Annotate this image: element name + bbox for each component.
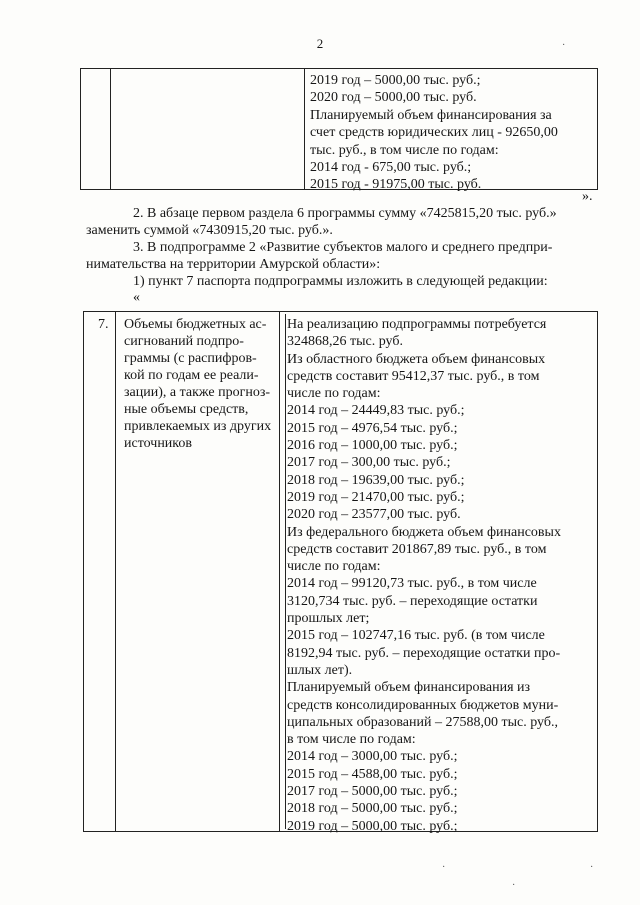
continuation-table-text	[310, 72, 558, 194]
scan-speck: ·	[512, 880, 516, 891]
paragraph-line: 2. В абзаце первом раздела 6 программы сумму «7425815,20 тыс. руб.»	[133, 206, 557, 221]
content-line: 8192,94 тыс. руб. – переходящие остатки про-	[287, 645, 561, 661]
label-line: привлекаемых из других	[124, 419, 272, 434]
opening-quote: «	[133, 290, 140, 305]
page-number: 2	[316, 36, 324, 51]
row-content	[287, 316, 561, 835]
content-line: 2017 год – 5000,00 тыс. руб.;	[287, 784, 458, 800]
content-line: числе по годам:	[287, 386, 381, 402]
content-line: 324868,26 тыс. руб.	[287, 334, 403, 350]
content-line: 2015 год – 4588,00 тыс. руб.;	[287, 766, 458, 782]
content-line: 2014 год – 3000,00 тыс. руб.;	[287, 749, 458, 765]
table-line: тыс. руб., в том числе по годам:	[310, 142, 499, 158]
label-line: кой по годам ее реали-	[124, 368, 259, 383]
table-line: 2015 год - 91975,00 тыс. руб.	[310, 177, 482, 193]
table-column-divider	[304, 69, 305, 189]
content-line: прошлых лет;	[287, 611, 370, 627]
content-line: 2018 год – 19639,00 тыс. руб.;	[287, 472, 465, 488]
content-line: 2019 год – 21470,00 тыс. руб.;	[287, 489, 465, 505]
label-line: граммы (с распифров-	[124, 351, 257, 366]
table-line: 2020 год – 5000,00 тыс. руб.	[310, 90, 477, 106]
content-line: 2020 год – 23577,00 тыс. руб.	[287, 507, 461, 523]
table-column-divider	[279, 312, 280, 831]
content-line: На реализацию подпрограммы потребуется	[287, 317, 547, 332]
scan-speck: ·	[442, 862, 446, 873]
paragraph-line: заменить суммой «7430915,20 тыс. руб.».	[86, 223, 333, 238]
content-line: 3120,734 тыс. руб. – переходящие остатки	[287, 593, 538, 609]
table-line: счет средств юридических лиц - 92650,00	[310, 125, 558, 141]
label-line: Объемы бюджетных ас-	[124, 317, 267, 332]
scan-speck: ·	[562, 40, 566, 51]
content-line: ципальных образований – 27588,00 тыс. руб.,	[287, 714, 558, 730]
paragraph-line: 1) пункт 7 паспорта подпрограммы изложить в следующей редакции:	[133, 274, 548, 289]
content-line: шлых лет).	[287, 662, 353, 678]
content-line: Из федерального бюджета объем финансовых	[287, 524, 561, 540]
table-column-divider	[285, 314, 286, 829]
content-line: 2015 год – 102747,16 тыс. руб. (в том числе	[287, 628, 545, 644]
content-line: средств консолидированных бюджетов муни-	[287, 697, 559, 713]
table-line: Планируемый объем финансирования за	[310, 107, 552, 123]
row-number: 7.	[98, 317, 109, 332]
table-column-divider	[115, 312, 116, 831]
content-line: средств составит 201867,89 тыс. руб., в том	[287, 541, 547, 557]
row-label	[124, 316, 271, 452]
closing-quote: ».	[582, 189, 593, 204]
scan-speck: ·	[590, 862, 594, 873]
content-line: 2019 год – 5000,00 тыс. руб.;	[287, 818, 458, 834]
continuation-table	[80, 68, 598, 193]
passport-table	[83, 311, 598, 832]
content-line: 2015 год – 4976,54 тыс. руб.;	[287, 420, 458, 436]
paragraph-line: нимательства на территории Амурской области»:	[86, 257, 381, 272]
table-column-divider	[110, 69, 111, 189]
content-line: 2016 год – 1000,00 тыс. руб.;	[287, 438, 458, 454]
label-line: ные объемы средств,	[124, 402, 249, 417]
label-line: сигнований подпро-	[124, 334, 244, 349]
content-line: 2017 год – 300,00 тыс. руб.;	[287, 455, 451, 471]
content-line: Планируемый объем финансирования из	[287, 680, 531, 696]
content-line: Из областного бюджета объем финансовых	[287, 351, 546, 367]
content-line: числе по годам:	[287, 559, 381, 575]
table-line: 2014 год - 675,00 тыс. руб.;	[310, 160, 472, 176]
content-line: средств составит 95412,37 тыс. руб., в том	[287, 368, 540, 384]
label-line: зации), а также прогноз-	[124, 385, 271, 400]
content-line: 2014 год – 24449,83 тыс. руб.;	[287, 403, 465, 419]
paragraph-line: 3. В подпрограмме 2 «Развитие субъектов малого и среднего предпри-	[133, 240, 553, 255]
content-line: в том числе по годам:	[287, 732, 416, 748]
content-line: 2018 год – 5000,00 тыс. руб.;	[287, 801, 458, 817]
label-line: источников	[124, 436, 193, 451]
table-line: 2019 год – 5000,00 тыс. руб.;	[310, 73, 481, 88]
content-line: 2014 год – 99120,73 тыс. руб., в том числе	[287, 576, 537, 592]
